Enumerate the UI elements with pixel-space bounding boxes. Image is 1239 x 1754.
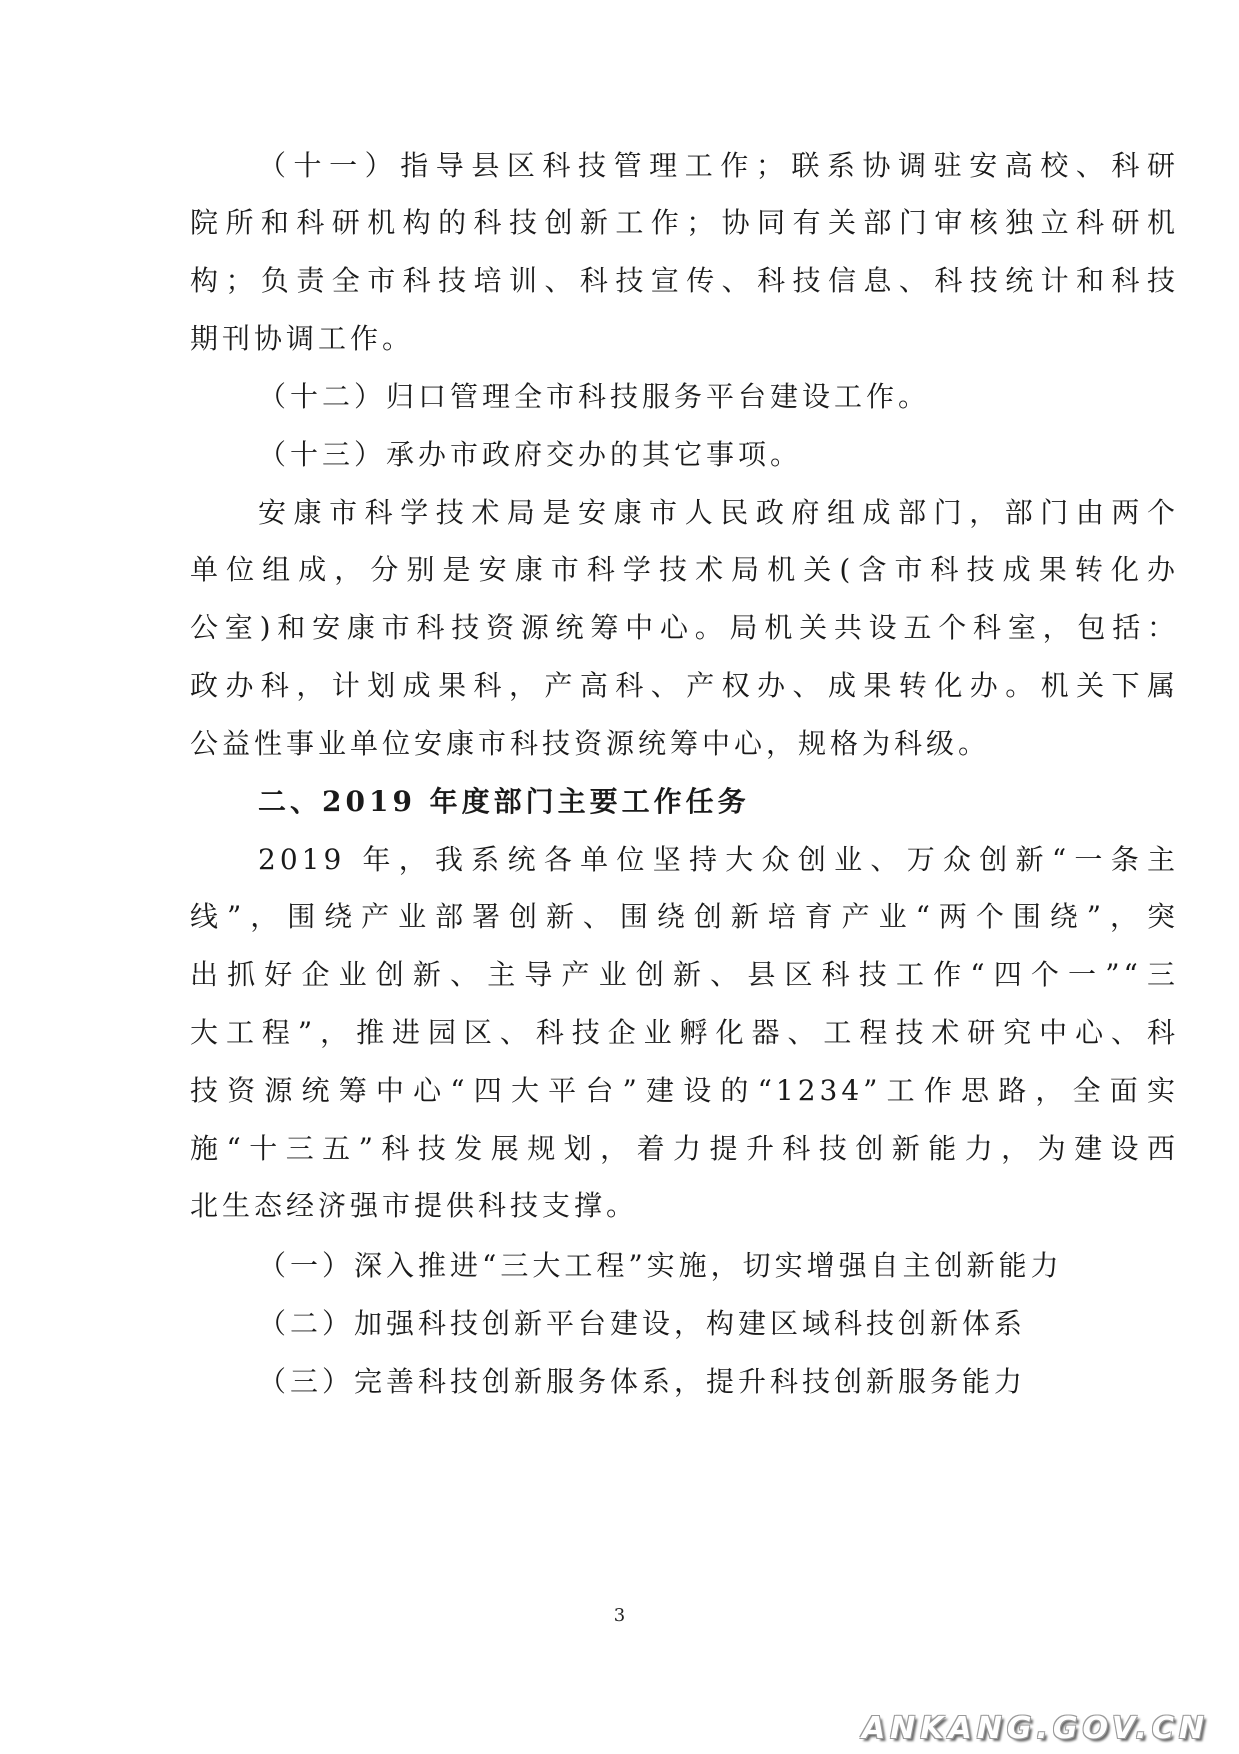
paragraph-line: （十二）归口管理全市科技服务平台建设工作。: [258, 380, 931, 413]
site-watermark: ANKANG.GOV.CN: [861, 1711, 1209, 1746]
section-heading: 二、2019 年度部门主要工作任务: [258, 785, 750, 818]
subheading-line: （三）完善科技创新服务体系，提升科技创新服务能力: [258, 1365, 1027, 1398]
paragraph-line: 构；负责全市科技培训、科技宣传、科技信息、科技统计和科技: [190, 264, 1179, 297]
paragraph-line: 北生态经济强市提供科技支撑。: [190, 1189, 639, 1222]
paragraph-line: 单位组成，分别是安康市科学技术局机关(含市科技成果转化办: [190, 553, 1179, 586]
paragraph-line: （十三）承办市政府交办的其它事项。: [258, 438, 803, 471]
paragraph-line: 院所和科研机构的科技创新工作；协同有关部门审核独立科研机: [190, 206, 1179, 239]
paragraph-line: 公室)和安康市科技资源统筹中心。局机关共设五个科室，包括：: [190, 611, 1179, 644]
paragraph-line: 出抓好企业创新、主导产业创新、县区科技工作“四个一”“三: [190, 958, 1179, 991]
paragraph-line: （十一）指导县区科技管理工作；联系协调驻安高校、科研: [258, 149, 1179, 182]
paragraph-line: 技资源统筹中心“四大平台”建设的“1234”工作思路，全面实: [190, 1074, 1179, 1107]
subheading-line: （一）深入推进“三大工程”实施，切实增强自主创新能力: [258, 1249, 1063, 1282]
page-number: 3: [613, 1605, 626, 1626]
paragraph-line: 线”，围绕产业部署创新、围绕创新培育产业“两个围绕”，突: [190, 900, 1179, 933]
paragraph-line: 期刊协调工作。: [190, 322, 415, 355]
paragraph-line: 安康市科学技术局是安康市人民政府组成部门，部门由两个: [258, 496, 1179, 529]
paragraph-line: 大工程”，推进园区、科技企业孵化器、工程技术研究中心、科: [190, 1016, 1179, 1049]
paragraph-line: 公益性事业单位安康市科技资源统筹中心，规格为科级。: [190, 727, 991, 760]
subheading-line: （二）加强科技创新平台建设，构建区域科技创新体系: [258, 1307, 1027, 1340]
paragraph-line: 政办科，计划成果科，产高科、产权办、成果转化办。机关下属: [190, 669, 1179, 702]
paragraph-line: 2019 年，我系统各单位坚持大众创业、万众创新“一条主: [258, 843, 1179, 876]
paragraph-line: 施“十三五”科技发展规划，着力提升科技创新能力，为建设西: [190, 1132, 1179, 1165]
